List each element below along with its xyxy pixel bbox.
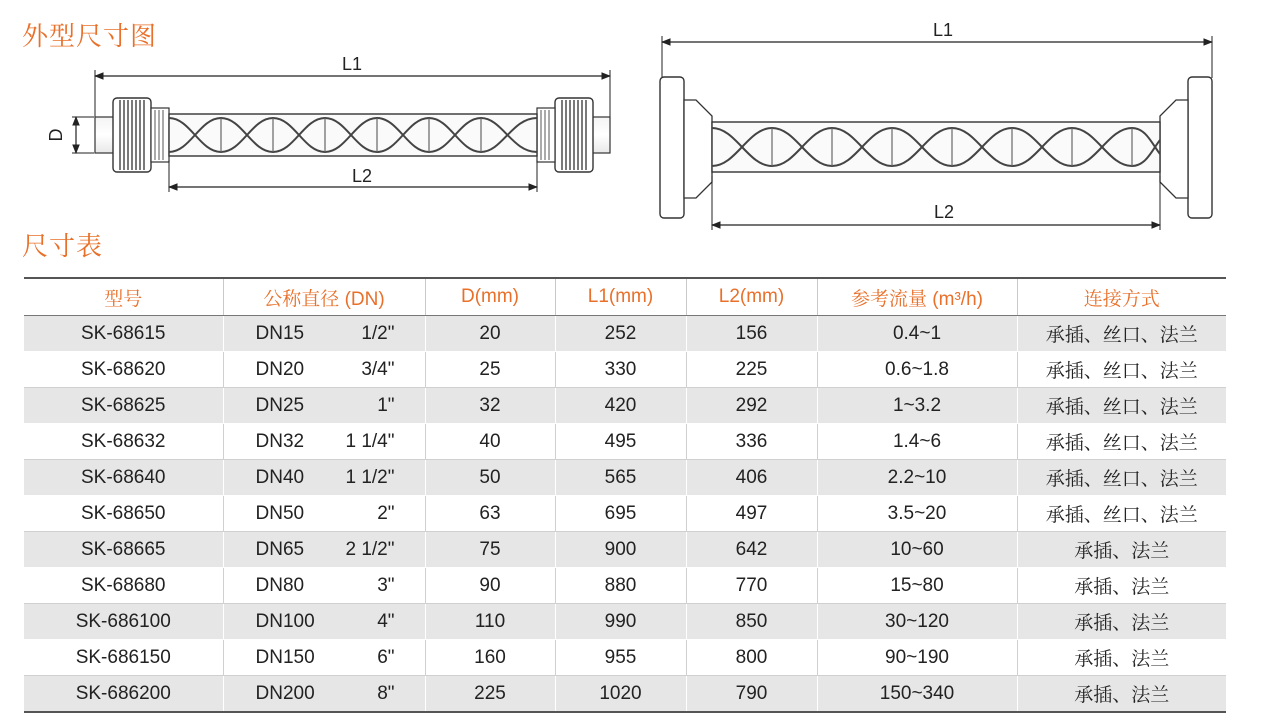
l1-cell: 420 — [555, 388, 686, 424]
l1-label: L1 — [341, 54, 363, 74]
l1-label-right: L1 — [932, 20, 954, 40]
dn-cell — [223, 424, 425, 460]
d-label: D — [46, 128, 66, 142]
table-row — [24, 532, 1226, 568]
table-row — [24, 676, 1226, 713]
right-flange — [1188, 77, 1212, 218]
table-row — [24, 460, 1226, 496]
dn-value: DN20 — [255, 358, 305, 380]
l2-cell: 850 — [686, 604, 817, 640]
dn-cell — [223, 676, 425, 713]
socket-type-mixer-drawing — [46, 54, 610, 192]
dn-cell — [223, 604, 425, 640]
flow-cell: 1.4~6 — [817, 424, 1017, 460]
header-d: D(mm) — [425, 278, 555, 316]
dimension-table — [24, 277, 1226, 713]
right-mixer-tube — [712, 122, 1160, 172]
header-connection: 连接方式 — [1017, 278, 1226, 316]
connection-cell: 承插、丝口、法兰 — [1017, 496, 1226, 532]
l1-cell: 695 — [555, 496, 686, 532]
flow-cell: 2.2~10 — [817, 460, 1017, 496]
header-l1: L1(mm) — [555, 278, 686, 316]
connection-cell: 承插、法兰 — [1017, 532, 1226, 568]
dimension-table-heading: 尺寸表 — [22, 232, 104, 262]
connection-cell: 承插、法兰 — [1017, 568, 1226, 604]
flow-cell: 30~120 — [817, 604, 1017, 640]
inch-size: 8" — [377, 682, 395, 704]
table-row — [24, 316, 1226, 352]
l2-cell: 406 — [686, 460, 817, 496]
l2-label: L2 — [351, 166, 373, 186]
inch-size: 2" — [377, 502, 395, 524]
flange-type-mixer-drawing — [660, 20, 1212, 230]
flow-cell: 15~80 — [817, 568, 1017, 604]
dn-cell — [223, 316, 425, 352]
table-row — [24, 604, 1226, 640]
dn-value: DN40 — [255, 466, 305, 488]
dn-value: DN25 — [255, 394, 305, 416]
l2-cell: 497 — [686, 496, 817, 532]
d-cell: 63 — [425, 496, 555, 532]
connection-cell: 承插、法兰 — [1017, 676, 1226, 713]
model-cell: SK-686150 — [24, 640, 223, 676]
l2-cell: 642 — [686, 532, 817, 568]
header-l2: L2(mm) — [686, 278, 817, 316]
l1-cell: 880 — [555, 568, 686, 604]
d-cell: 90 — [425, 568, 555, 604]
dn-cell — [223, 640, 425, 676]
mixer-drawings — [0, 0, 1286, 240]
table-row — [24, 424, 1226, 460]
l2-cell: 225 — [686, 352, 817, 388]
flow-cell: 1~3.2 — [817, 388, 1017, 424]
d-cell: 32 — [425, 388, 555, 424]
l1-cell: 252 — [555, 316, 686, 352]
dn-cell — [223, 568, 425, 604]
l2-cell: 800 — [686, 640, 817, 676]
l2-cell: 770 — [686, 568, 817, 604]
d-cell: 25 — [425, 352, 555, 388]
l1-cell: 990 — [555, 604, 686, 640]
table-row — [24, 568, 1226, 604]
l1-cell: 955 — [555, 640, 686, 676]
left-union-fitting — [113, 98, 169, 172]
flow-cell: 3.5~20 — [817, 496, 1017, 532]
model-cell: SK-686100 — [24, 604, 223, 640]
l1-cell: 565 — [555, 460, 686, 496]
dn-cell — [223, 352, 425, 388]
dn-cell — [223, 532, 425, 568]
outline-dimensions-heading: 外型尺寸图 — [22, 22, 158, 52]
model-cell: SK-68620 — [24, 352, 223, 388]
table-row — [24, 496, 1226, 532]
dn-value: DN65 — [255, 538, 305, 560]
header-flow: 参考流量 (m³/h) — [817, 278, 1017, 316]
model-cell: SK-68665 — [24, 532, 223, 568]
l2-cell: 292 — [686, 388, 817, 424]
inch-size: 1 1/4" — [345, 430, 395, 452]
table-row — [24, 640, 1226, 676]
flow-cell: 0.6~1.8 — [817, 352, 1017, 388]
d-cell: 75 — [425, 532, 555, 568]
l1-cell: 1020 — [555, 676, 686, 713]
dn-cell — [223, 496, 425, 532]
model-cell: SK-68615 — [24, 316, 223, 352]
dn-value: DN80 — [255, 574, 305, 596]
table-header-row — [24, 278, 1226, 316]
inch-size: 3" — [377, 574, 395, 596]
model-cell: SK-68680 — [24, 568, 223, 604]
left-flange — [660, 77, 684, 218]
flow-cell: 150~340 — [817, 676, 1017, 713]
connection-cell: 承插、丝口、法兰 — [1017, 424, 1226, 460]
inch-size: 1/2" — [361, 322, 395, 344]
d-cell: 225 — [425, 676, 555, 713]
dn-value: DN32 — [255, 430, 305, 452]
l2-cell: 790 — [686, 676, 817, 713]
dn-value: DN200 — [255, 682, 315, 704]
inch-size: 3/4" — [361, 358, 395, 380]
header-model: 型号 — [24, 278, 223, 316]
dn-value: DN15 — [255, 322, 305, 344]
l1-cell: 495 — [555, 424, 686, 460]
d-cell: 110 — [425, 604, 555, 640]
left-mixer-tube — [169, 114, 537, 156]
inch-size: 2 1/2" — [345, 538, 395, 560]
header-nominal-diameter: 公称直径 (DN) — [223, 278, 425, 316]
connection-cell: 承插、丝口、法兰 — [1017, 352, 1226, 388]
model-cell: SK-68640 — [24, 460, 223, 496]
dn-value: DN50 — [255, 502, 305, 524]
l2-label-right: L2 — [933, 202, 955, 222]
flow-cell: 10~60 — [817, 532, 1017, 568]
d-cell: 50 — [425, 460, 555, 496]
right-union-fitting — [537, 98, 593, 172]
d-cell: 40 — [425, 424, 555, 460]
table-row — [24, 388, 1226, 424]
l1-cell: 900 — [555, 532, 686, 568]
connection-cell: 承插、丝口、法兰 — [1017, 460, 1226, 496]
dn-value: DN100 — [255, 610, 315, 632]
table-row — [24, 352, 1226, 388]
connection-cell: 承插、丝口、法兰 — [1017, 388, 1226, 424]
d-cell: 20 — [425, 316, 555, 352]
model-cell: SK-68632 — [24, 424, 223, 460]
inch-size: 1 1/2" — [345, 466, 395, 488]
connection-cell: 承插、法兰 — [1017, 640, 1226, 676]
inch-size: 4" — [377, 610, 395, 632]
d-cell: 160 — [425, 640, 555, 676]
dn-cell — [223, 388, 425, 424]
dn-value: DN150 — [255, 646, 315, 668]
connection-cell: 承插、丝口、法兰 — [1017, 316, 1226, 352]
model-cell: SK-68625 — [24, 388, 223, 424]
l1-cell: 330 — [555, 352, 686, 388]
l2-cell: 336 — [686, 424, 817, 460]
flow-cell: 90~190 — [817, 640, 1017, 676]
dn-cell — [223, 460, 425, 496]
model-cell: SK-68650 — [24, 496, 223, 532]
l2-cell: 156 — [686, 316, 817, 352]
connection-cell: 承插、法兰 — [1017, 604, 1226, 640]
inch-size: 6" — [377, 646, 395, 668]
inch-size: 1" — [377, 394, 395, 416]
flow-cell: 0.4~1 — [817, 316, 1017, 352]
model-cell: SK-686200 — [24, 676, 223, 713]
